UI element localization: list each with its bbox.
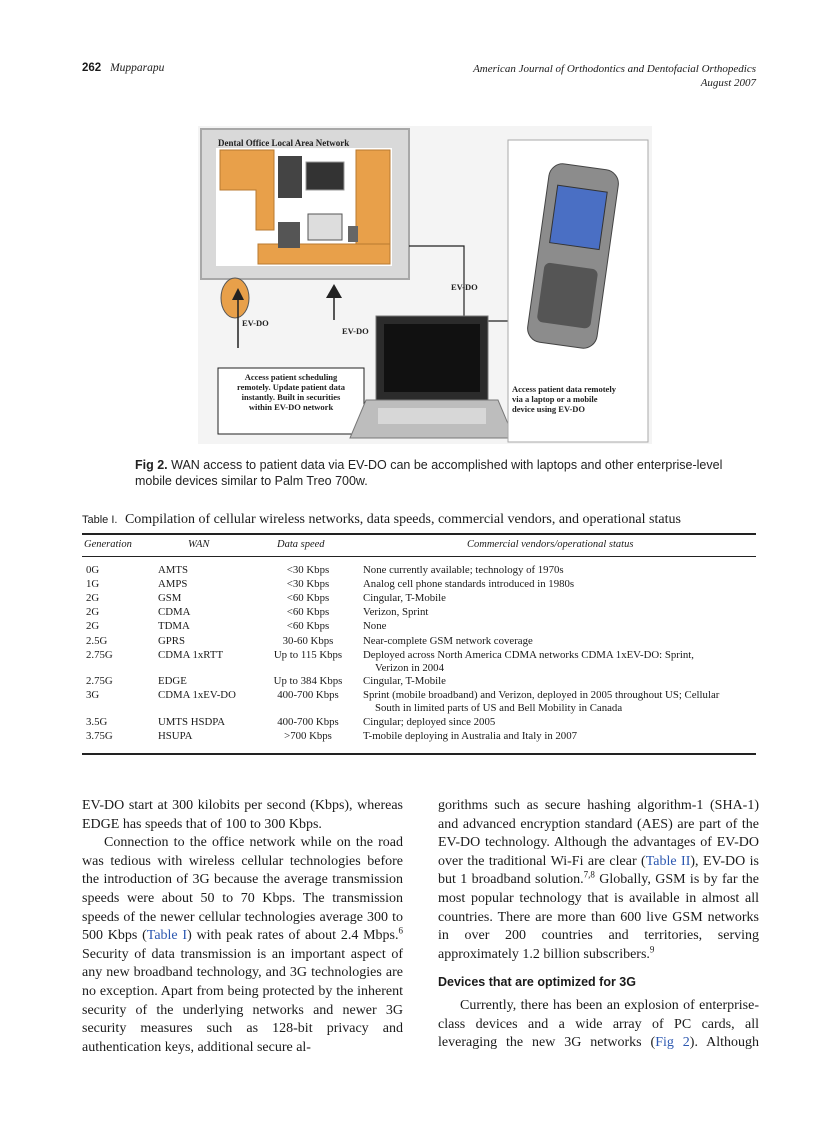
citation-9[interactable]: 9 [649, 944, 655, 955]
running-author: Mupparapu [110, 62, 165, 74]
data-speed-cell: 400-700 Kbps [277, 689, 339, 702]
paragraph: Connection to the office network while on the road was tedious with wireless cellular technologies before the introduction of 3G because the average transmission speeds were about 50 to 70 Kbps. The transmission speeds of the newer cellular technologies average 300 to 500 Kbps (Table I) with peak rates of about 2.4 Mbps.$^6$ Security of data transmission is an important aspect of any new broadband technology, and 3G technologies are no exception. Apart from being protected by the inherent security of the underlying networks and newer 3G security measures such as 128-bit privacy and authentication keys, additional secure al- [82, 835, 403, 1055]
vendors-cell: Sprint (mobile broadband) and Verizon, deployed in 2005 throughout US; Cellular [363, 689, 720, 702]
running-header-left [82, 62, 164, 74]
phone-keypad [537, 262, 599, 329]
col-header-data-speed: Data speed [277, 539, 325, 550]
table-ii-link[interactable]: Table II [645, 853, 691, 869]
table-top-rule [82, 533, 756, 535]
wan-cell: CDMA 1xEV-DO [158, 689, 236, 702]
wan-cell: AMPS [158, 578, 188, 591]
vendors-cell: Near-complete GSM network coverage [363, 634, 533, 647]
figure-2 [198, 126, 652, 444]
figure-caption-text: WAN access to patient data via EV-DO can be accomplished with laptops and other enterprise-level mobile devices similar to Palm Treo 700w. [135, 458, 723, 488]
vendors-cell-continuation: Verizon in 2004 [375, 661, 444, 674]
desktop-tower [278, 156, 302, 198]
vendors-cell: T-mobile deploying in Australia and Italy in 2007 [363, 729, 578, 742]
wan-cell: AMTS [158, 564, 188, 576]
server-icon [278, 222, 300, 248]
section-heading: Devices that are optimized for 3G [438, 975, 636, 990]
citation-7-8[interactable]: 7,8 [583, 869, 595, 880]
figure-caption-label: Fig 2. [135, 458, 168, 472]
wan-cell: CDMA 1xRTT [158, 648, 224, 661]
data-speed-cell: <30 Kbps [286, 578, 330, 591]
vendors-cell: Cingular, T-Mobile [363, 592, 446, 605]
office-desk-bottom [258, 244, 390, 264]
data-speed-cell: <60 Kbps [286, 592, 330, 605]
table-label: Table I. [82, 514, 118, 526]
vendors-cell: Analog cell phone standards introduced in 1980s [363, 578, 575, 591]
data-speed-cell: Up to 115 Kbps [273, 648, 343, 661]
running-header-right [473, 62, 756, 90]
laptop-icon-1 [306, 162, 344, 190]
generation-cell: 1G [86, 578, 100, 591]
vendors-cell: Deployed across North America CDMA networks CDMA 1xEV-DO: Sprint, [363, 648, 694, 661]
generation-cell: 3G [86, 689, 100, 702]
col-header-vendors: Commercial vendors/operational status [467, 539, 634, 550]
col-header-wan: WAN [188, 539, 210, 550]
table-header-rule [82, 556, 756, 557]
data-speed-cell: >700 Kbps [284, 729, 332, 742]
wan-cell: CDMA [158, 606, 191, 619]
phone-screen [550, 185, 608, 249]
generation-cell: 2.5G [86, 634, 108, 647]
lan-label: Dental Office Local Area Network [218, 138, 350, 148]
citation-6[interactable]: 6 [398, 925, 403, 936]
wan-cell: TDMA [158, 620, 190, 633]
data-speed-cell: 30-60 Kbps [282, 634, 334, 647]
generation-cell: 0G [86, 564, 100, 576]
wan-cell: EDGE [158, 675, 187, 688]
generation-cell: 3.75G [86, 729, 113, 742]
body-column-left [82, 797, 403, 1057]
generation-cell: 2.75G [86, 648, 113, 661]
vendors-cell: Cingular, T-Mobile [363, 675, 446, 688]
data-speed-cell: <60 Kbps [286, 620, 330, 633]
data-speed-cell: Up to 384 Kbps [273, 675, 343, 688]
vendors-cell: None [363, 620, 387, 633]
generation-cell: 3.5G [86, 715, 108, 728]
generation-cell: 2G [86, 606, 100, 619]
evdo-label-middle: EV-DO [342, 326, 369, 336]
table-bottom-rule [82, 753, 756, 755]
issue-date: August 2007 [700, 77, 756, 89]
vendors-cell: Cingular; deployed since 2005 [363, 715, 496, 728]
wan-cell: HSUPA [158, 729, 193, 742]
info-box-right-text: Access patient data remotely via a laptop or a mobile device using EV-DO [512, 384, 616, 414]
vendors-cell: Verizon, Sprint [363, 606, 429, 619]
evdo-label-left: EV-DO [242, 318, 269, 328]
data-speed-cell: <30 Kbps [286, 564, 330, 576]
paragraph: gorithms such as secure hashing algorithm-1 (SHA-1) and advanced encryption standard (AES) are part of the EV-DO technology. Although the advantages of EV-DO over the traditional Wi-Fi are clear (Table II), EV-DO is but 1 broadband solution.$^{7,8}$ Globally, GSM is by far the most popular technology that is available in almost all countries. There are more than 600 live GSM networks in over 200 countries and territories, serving approximately 1.2 billion subscribers.$^9$ [438, 798, 760, 962]
paragraph: EV-DO start at 300 kilobits per second (Kbps), whereas EDGE has speeds that of 100 to 300 Kbps. [82, 798, 403, 832]
data-speed-cell: <60 Kbps [286, 606, 330, 619]
col-header-generation: Generation [84, 539, 132, 550]
generation-cell: 2.75G [86, 675, 113, 688]
generation-cell: 2G [86, 592, 100, 605]
monitor-icon [308, 214, 342, 240]
journal-name: American Journal of Orthodontics and Dentofacial Orthopedics [473, 63, 756, 75]
wan-cell: GSM [158, 592, 182, 605]
table-caption: Compilation of cellular wireless networks, data speeds, commercial vendors, and operational status [124, 512, 681, 527]
chair-icon [348, 226, 358, 242]
evdo-label-right: EV-DO [451, 282, 478, 292]
table-title [82, 512, 681, 528]
info-box-left-text: Access patient scheduling remotely. Update patient data instantly. Built in securities within EV-DO network [237, 372, 345, 412]
vendors-cell-continuation: South in limited parts of US and Bell Mobility in Canada [375, 702, 623, 715]
table-i-link[interactable]: Table I [146, 928, 188, 944]
wan-cell: GPRS [158, 634, 186, 647]
figure-caption [135, 457, 725, 489]
wan-cell: UMTS HSDPA [158, 715, 226, 728]
page-number: 262 [82, 62, 102, 74]
paragraph: Currently, there has been an explosion of enterprise-class devices and a wide array of PC cards, all leveraging the new 3G networks (Fig 2). Although [438, 997, 759, 1051]
generation-cell: 2G [86, 620, 100, 633]
body-column-right [438, 797, 759, 1053]
fig-2-link[interactable]: Fig 2 [655, 1035, 690, 1051]
vendors-cell: None currently available; technology of 1970s [363, 564, 564, 576]
data-speed-cell: 400-700 Kbps [277, 715, 339, 728]
